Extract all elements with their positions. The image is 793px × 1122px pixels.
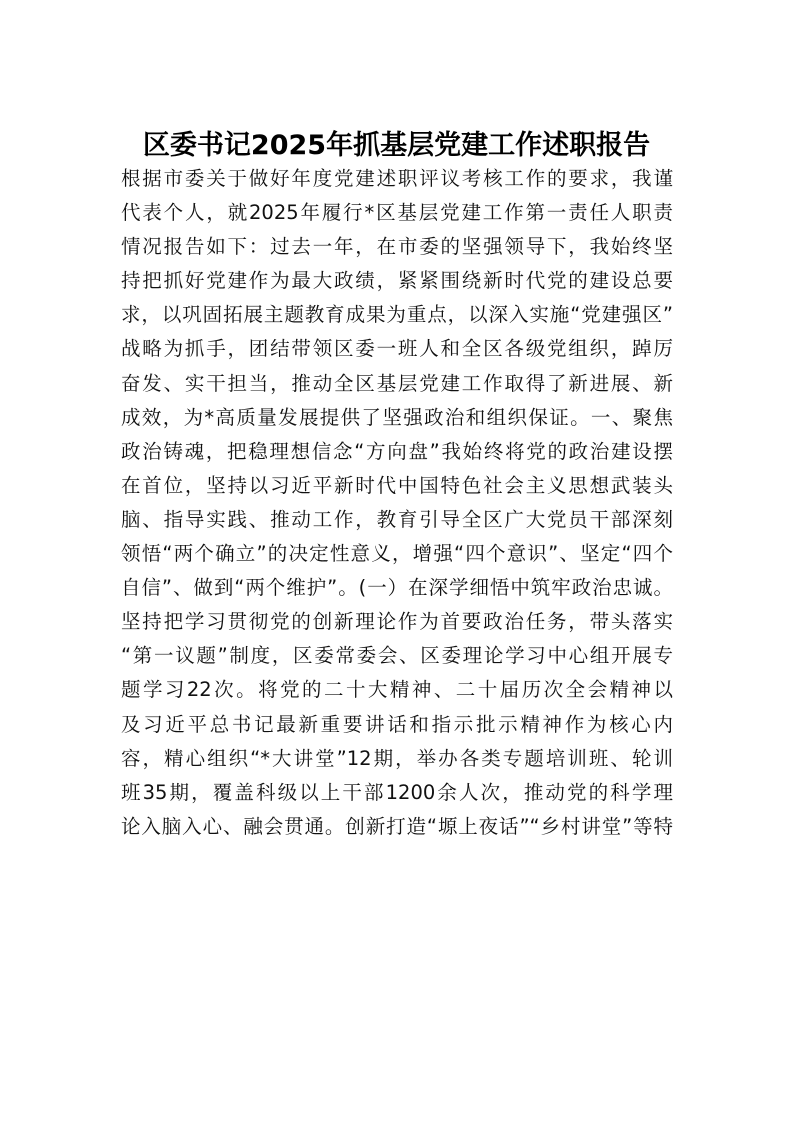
- body-line: 坚持把学习贯彻党的创新理论作为首要政治任务，带头落实: [121, 610, 673, 634]
- body-line: 班35期，覆盖科级以上干部1200余人次，推动党的科学理: [121, 780, 673, 804]
- body-line: 求，以巩固拓展主题教育成果为重点，以深入实施“党建强区”: [121, 303, 673, 327]
- body-line: 脑、指导实践、推动工作，教育引导全区广大党员干部深刻: [121, 507, 673, 531]
- body-line: 容，精心组织“*大讲堂”12期，举办各类专题培训班、轮训: [121, 746, 673, 770]
- body-line: 政治铸魂，把稳理想信念“方向盘”我始终将党的政治建设摆: [121, 439, 673, 463]
- body-line: 根据市委关于做好年度党建述职评议考核工作的要求，我谨: [121, 167, 673, 190]
- body-line: 持把抓好党建作为最大政绩，紧紧围绕新时代党的建设总要: [121, 269, 673, 293]
- body-line: 题学习22次。将党的二十大精神、二十届历次全会精神以: [121, 678, 673, 702]
- body-line: “第一议题”制度，区委常委会、区委理论学习中心组开展专: [121, 644, 673, 668]
- body-line: 情况报告如下：过去一年，在市委的坚强领导下，我始终坚: [121, 235, 673, 259]
- body-line: 奋发、实干担当，推动全区基层党建工作取得了新进展、新: [121, 371, 673, 395]
- body-line: 及习近平总书记最新重要讲话和指示批示精神作为核心内: [121, 712, 673, 736]
- body-line: 代表个人，就2025年履行*区基层党建工作第一责任人职责: [121, 201, 673, 225]
- body-line: 成效，为*高质量发展提供了坚强政治和组织保证。一、聚焦: [121, 405, 673, 429]
- document-body: [121, 162, 673, 844]
- body-line: 自信”、做到“两个维护”。(一）在深学细悟中筑牢政治忠诚。: [121, 576, 673, 600]
- body-line: 战略为抓手，团结带领区委一班人和全区各级党组织，踔厉: [121, 337, 673, 361]
- document-title: 区委书记2025年抓基层党建工作述职报告: [142, 130, 651, 161]
- body-line: 论入脑入心、融会贯通。创新打造“塬上夜话”“乡村讲堂”等特: [121, 814, 673, 838]
- body-line: 在首位，坚持以习近平新时代中国特色社会主义思想武装头: [121, 473, 673, 497]
- body-line: 领悟“两个确立”的决定性意义，增强“四个意识”、坚定“四个: [121, 542, 673, 566]
